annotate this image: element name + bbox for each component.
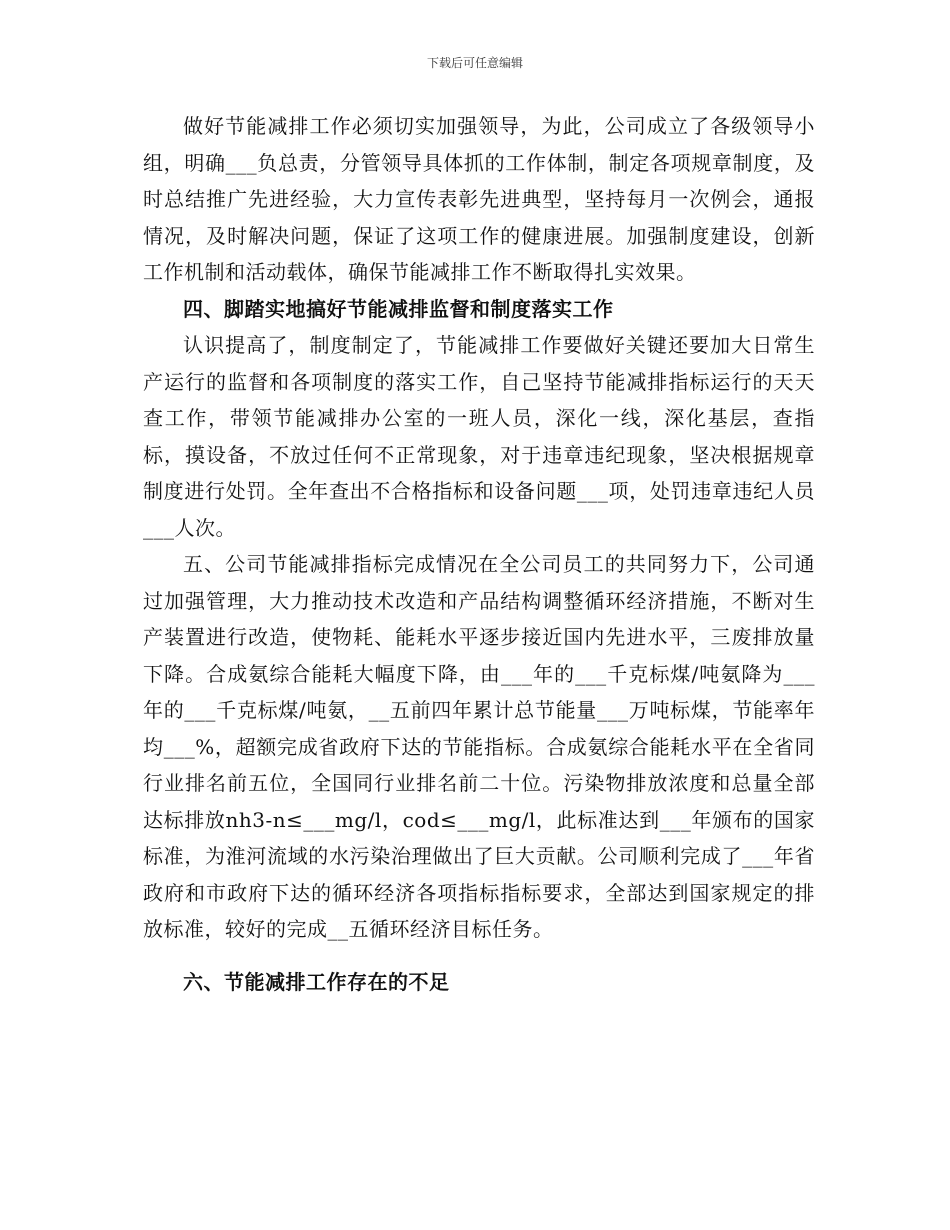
section-heading-4: 四、脚踏实地搞好节能减排监督和制度落实工作 [183,296,614,321]
section-heading-6: 六、节能减排工作存在的不足 [183,969,450,994]
paragraph-supervision: 认识提高了，制度制定了，节能减排工作要做好关键还要加大日常生产运行的监督和各项制度的落实工作，自己坚持节能减排指标运行的天天查工作，带领节能减排办公室的一班人员，深化一线，深化基层，查指标，摸设备，不放过任何不正常现象，对于违章违纪现象，坚决根据规章制度进行处罚。全年查出不合格指标和设备问题___项，处罚违章违纪人员___人次。 [143,333,815,540]
document-body [143,108,815,1000]
paragraph-leadership: 做好节能减排工作必须切实加强领导，为此，公司成立了各级领导小组，明确___负总责，分管领导具体抓的工作体制，制定各项规章制度，及时总结推广先进经验，大力宣传表彰先进典型，坚持每月一次例会，通报情况，及时解决问题，保证了这项工作的健康进展。加强制度建设，创新工作机制和活动载体，确保节能减排工作不断取得扎实效果。 [143,114,815,284]
paragraph-indicators: 五、公司节能减排指标完成情况在全公司员工的共同努力下，公司通过加强管理，大力推动技术改造和产品结构调整循环经济措施，不断对生产装置进行改造，使物耗、能耗水平逐步接近国内先进水平，三废排放量下降。合成氨综合能耗大幅度下降，由___年的___千克标煤/吨氨降为___年的___千克标煤/吨氨，__五前四年累计总节能量___万吨标煤，节能率年均___%，超额完成省政府下达的节能指标。合成氨综合能耗水平在全省同行业排名前五位，全国同行业排名前二十位。污染物排放浓度和总量全部达标排放nh3-n≤___mg/l，cod≤___mg/l，此标准达到___年颁布的国家标准，为淮河流域的水污染治理做出了巨大贡献。公司顺利完成了___年省政府和市政府下达的循环经济各项指标指标要求，全部达到国家规定的排放标准，较好的完成__五循环经济目标任务。 [143,552,815,941]
page-header-note: 下载后可任意编辑 [426,56,523,70]
